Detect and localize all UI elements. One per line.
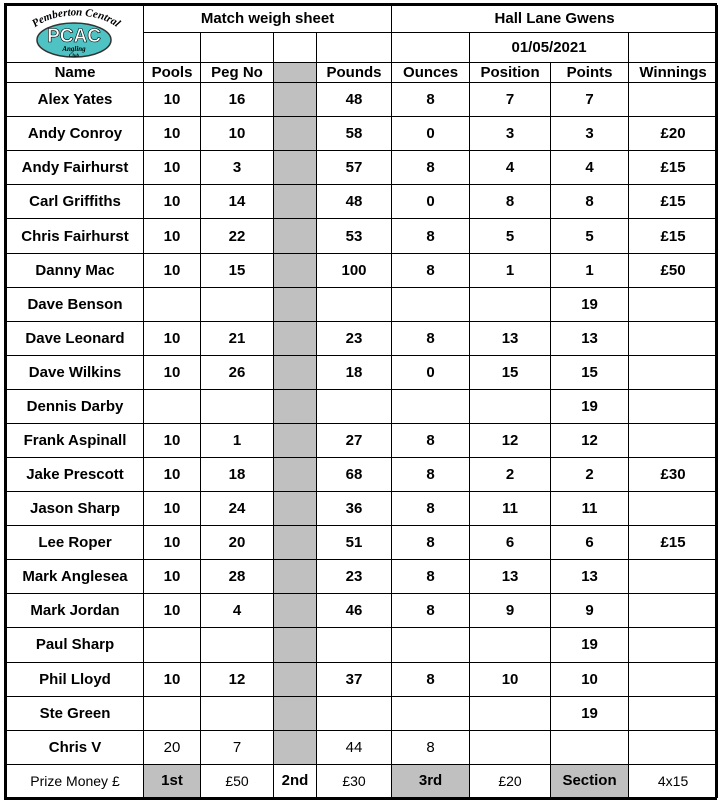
- points-cell: 13: [551, 560, 629, 594]
- angler-name: Ste Green: [7, 696, 144, 730]
- peg-cell: 24: [201, 492, 274, 526]
- pools-cell: 10: [144, 151, 201, 185]
- table-row: [7, 696, 718, 730]
- pounds-cell: 44: [317, 730, 392, 764]
- pools-cell: 10: [144, 423, 201, 457]
- first-prize-value: £50: [201, 764, 274, 797]
- position-cell: 1: [470, 253, 551, 287]
- second-prize-label: 2nd: [274, 764, 317, 797]
- logo-line1: Angling: [62, 45, 86, 54]
- position-cell: 15: [470, 355, 551, 389]
- position-cell: 7: [470, 83, 551, 117]
- angler-name: Andy Fairhurst: [7, 151, 144, 185]
- table-row: [7, 526, 718, 560]
- col-header-peg: Peg No: [201, 63, 274, 83]
- col-header-winnings: Winnings: [629, 63, 718, 83]
- angler-name: Jake Prescott: [7, 458, 144, 492]
- angler-name: Dave Leonard: [7, 321, 144, 355]
- angler-name: Paul Sharp: [7, 628, 144, 662]
- pounds-cell: [317, 287, 392, 321]
- position-cell: 12: [470, 423, 551, 457]
- pools-cell: 10: [144, 492, 201, 526]
- winnings-cell: [629, 355, 718, 389]
- points-cell: 19: [551, 287, 629, 321]
- points-cell: 11: [551, 492, 629, 526]
- ounces-cell: [392, 628, 470, 662]
- winnings-cell: [629, 321, 718, 355]
- winnings-cell: [629, 492, 718, 526]
- winnings-cell: £30: [629, 458, 718, 492]
- peg-cell: [201, 628, 274, 662]
- points-cell: 8: [551, 185, 629, 219]
- table-row: [7, 253, 718, 287]
- col-header-points: Points: [551, 63, 629, 83]
- gap-cell: [274, 219, 317, 253]
- ounces-cell: 0: [392, 117, 470, 151]
- angler-name: Mark Jordan: [7, 594, 144, 628]
- points-cell: 12: [551, 423, 629, 457]
- col-header-name: Name: [7, 63, 144, 83]
- logo-top-text: Pemberton Central: [29, 6, 123, 30]
- logo-line2: Club: [68, 54, 80, 60]
- pools-cell: 20: [144, 730, 201, 764]
- winnings-cell: [629, 730, 718, 764]
- gap-cell: [274, 492, 317, 526]
- angler-name: Phil Lloyd: [7, 662, 144, 696]
- table-row: [7, 662, 718, 696]
- pools-cell: 10: [144, 83, 201, 117]
- weigh-table: [6, 5, 718, 798]
- pools-cell: [144, 696, 201, 730]
- ounces-cell: 8: [392, 253, 470, 287]
- ounces-cell: [392, 389, 470, 423]
- peg-cell: 10: [201, 117, 274, 151]
- blank-cell: [629, 32, 718, 63]
- ounces-cell: 8: [392, 730, 470, 764]
- points-cell: 4: [551, 151, 629, 185]
- peg-cell: [201, 287, 274, 321]
- pools-cell: 10: [144, 185, 201, 219]
- gap-cell: [274, 423, 317, 457]
- angler-name: Alex Yates: [7, 83, 144, 117]
- section-prize-value: 4x15: [629, 764, 718, 797]
- points-cell: 10: [551, 662, 629, 696]
- ounces-cell: [392, 287, 470, 321]
- winnings-cell: [629, 560, 718, 594]
- weigh-sheet: [4, 3, 717, 800]
- pounds-cell: 53: [317, 219, 392, 253]
- gap-cell: [274, 560, 317, 594]
- table-row: [7, 423, 718, 457]
- peg-cell: 18: [201, 458, 274, 492]
- pools-cell: 10: [144, 117, 201, 151]
- peg-cell: 26: [201, 355, 274, 389]
- gap-cell: [274, 63, 317, 83]
- winnings-cell: £50: [629, 253, 718, 287]
- ounces-cell: 8: [392, 594, 470, 628]
- gap-cell: [274, 730, 317, 764]
- ounces-cell: 8: [392, 83, 470, 117]
- ounces-cell: 8: [392, 321, 470, 355]
- ounces-cell: 8: [392, 423, 470, 457]
- table-row: [7, 117, 718, 151]
- gap-cell: [274, 696, 317, 730]
- position-cell: [470, 730, 551, 764]
- angler-name: Dave Wilkins: [7, 355, 144, 389]
- table-row: [7, 151, 718, 185]
- table-row: [7, 355, 718, 389]
- position-cell: 2: [470, 458, 551, 492]
- pools-cell: [144, 287, 201, 321]
- gap-cell: [274, 117, 317, 151]
- pounds-cell: 23: [317, 560, 392, 594]
- logo-abbrev: PCAC: [47, 26, 101, 48]
- pools-cell: 10: [144, 253, 201, 287]
- gap-cell: [274, 253, 317, 287]
- winnings-cell: [629, 287, 718, 321]
- gap-cell: [274, 83, 317, 117]
- pools-cell: 10: [144, 458, 201, 492]
- peg-cell: 1: [201, 423, 274, 457]
- points-cell: 19: [551, 628, 629, 662]
- pounds-cell: 100: [317, 253, 392, 287]
- pools-cell: [144, 389, 201, 423]
- ounces-cell: 8: [392, 662, 470, 696]
- position-cell: 4: [470, 151, 551, 185]
- points-cell: 9: [551, 594, 629, 628]
- position-cell: [470, 696, 551, 730]
- ounces-cell: [392, 696, 470, 730]
- winnings-cell: [629, 83, 718, 117]
- col-header-position: Position: [470, 63, 551, 83]
- winnings-cell: £15: [629, 219, 718, 253]
- match-date: 01/05/2021: [470, 32, 629, 63]
- blank-cell: [274, 32, 317, 63]
- pools-cell: 10: [144, 355, 201, 389]
- winnings-cell: [629, 696, 718, 730]
- pounds-cell: 23: [317, 321, 392, 355]
- peg-cell: [201, 389, 274, 423]
- table-row: [7, 219, 718, 253]
- extra-row: [7, 730, 718, 764]
- peg-cell: 21: [201, 321, 274, 355]
- winnings-cell: [629, 628, 718, 662]
- angler-name: Andy Conroy: [7, 117, 144, 151]
- table-row: [7, 458, 718, 492]
- position-cell: [470, 287, 551, 321]
- position-cell: 10: [470, 662, 551, 696]
- points-cell: 7: [551, 83, 629, 117]
- gap-cell: [274, 628, 317, 662]
- section-prize-label: Section: [551, 764, 629, 797]
- pounds-cell: 37: [317, 662, 392, 696]
- ounces-cell: 0: [392, 355, 470, 389]
- points-cell: 2: [551, 458, 629, 492]
- gap-cell: [274, 321, 317, 355]
- gap-cell: [274, 594, 317, 628]
- gap-cell: [274, 662, 317, 696]
- peg-cell: 14: [201, 185, 274, 219]
- winnings-cell: [629, 423, 718, 457]
- first-prize-label: 1st: [144, 764, 201, 797]
- table-row: [7, 560, 718, 594]
- angler-name: Dennis Darby: [7, 389, 144, 423]
- pounds-cell: 18: [317, 355, 392, 389]
- col-header-ounces: Ounces: [392, 63, 470, 83]
- points-cell: 6: [551, 526, 629, 560]
- pools-cell: [144, 628, 201, 662]
- peg-cell: 12: [201, 662, 274, 696]
- pounds-cell: 36: [317, 492, 392, 526]
- peg-cell: 20: [201, 526, 274, 560]
- blank-cell: [317, 32, 392, 63]
- peg-cell: [201, 696, 274, 730]
- table-row: [7, 492, 718, 526]
- peg-cell: 16: [201, 83, 274, 117]
- angler-name: Frank Aspinall: [7, 423, 144, 457]
- gap-cell: [274, 151, 317, 185]
- second-prize-value: £30: [317, 764, 392, 797]
- gap-cell: [274, 287, 317, 321]
- prize-money-row: [7, 764, 718, 797]
- pools-cell: 10: [144, 219, 201, 253]
- table-row: [7, 83, 718, 117]
- points-cell: 19: [551, 696, 629, 730]
- points-cell: 15: [551, 355, 629, 389]
- pools-cell: 10: [144, 560, 201, 594]
- blank-cell: [201, 32, 274, 63]
- position-cell: [470, 389, 551, 423]
- venue-name: Hall Lane Gwens: [392, 6, 718, 33]
- position-cell: 5: [470, 219, 551, 253]
- table-row: [7, 287, 718, 321]
- pounds-cell: 58: [317, 117, 392, 151]
- angler-name: Chris V: [7, 730, 144, 764]
- third-prize-value: £20: [470, 764, 551, 797]
- points-cell: 13: [551, 321, 629, 355]
- winnings-cell: £15: [629, 151, 718, 185]
- ounces-cell: 8: [392, 458, 470, 492]
- peg-cell: 4: [201, 594, 274, 628]
- pools-cell: 10: [144, 321, 201, 355]
- pounds-cell: [317, 696, 392, 730]
- position-cell: 6: [470, 526, 551, 560]
- position-cell: 8: [470, 185, 551, 219]
- ounces-cell: 8: [392, 526, 470, 560]
- peg-cell: 7: [201, 730, 274, 764]
- pounds-cell: [317, 628, 392, 662]
- position-cell: 11: [470, 492, 551, 526]
- pounds-cell: 46: [317, 594, 392, 628]
- points-cell: 19: [551, 389, 629, 423]
- gap-cell: [274, 526, 317, 560]
- pounds-cell: 51: [317, 526, 392, 560]
- points-cell: 5: [551, 219, 629, 253]
- winnings-cell: [629, 594, 718, 628]
- pools-cell: 10: [144, 662, 201, 696]
- third-prize-label: 3rd: [392, 764, 470, 797]
- winnings-cell: £20: [629, 117, 718, 151]
- pounds-cell: [317, 389, 392, 423]
- peg-cell: 3: [201, 151, 274, 185]
- winnings-cell: £15: [629, 526, 718, 560]
- table-row: [7, 321, 718, 355]
- ounces-cell: 8: [392, 151, 470, 185]
- pools-cell: 10: [144, 594, 201, 628]
- gap-cell: [274, 389, 317, 423]
- points-cell: 1: [551, 253, 629, 287]
- table-row: [7, 594, 718, 628]
- ounces-cell: 8: [392, 492, 470, 526]
- sheet-title: Match weigh sheet: [144, 6, 392, 33]
- angler-name: Jason Sharp: [7, 492, 144, 526]
- pools-cell: 10: [144, 526, 201, 560]
- angler-name: Mark Anglesea: [7, 560, 144, 594]
- prize-money-label: Prize Money £: [7, 764, 144, 797]
- position-cell: [470, 628, 551, 662]
- peg-cell: 15: [201, 253, 274, 287]
- position-cell: 13: [470, 321, 551, 355]
- ounces-cell: 8: [392, 219, 470, 253]
- table-row: [7, 185, 718, 219]
- gap-cell: [274, 355, 317, 389]
- blank-cell: [144, 32, 201, 63]
- pounds-cell: 48: [317, 83, 392, 117]
- club-logo-badge: [7, 6, 144, 62]
- peg-cell: 22: [201, 219, 274, 253]
- gap-cell: [274, 185, 317, 219]
- winnings-cell: [629, 662, 718, 696]
- angler-name: Carl Griffiths: [7, 185, 144, 219]
- position-cell: 13: [470, 560, 551, 594]
- points-cell: 3: [551, 117, 629, 151]
- points-cell: [551, 730, 629, 764]
- col-header-pools: Pools: [144, 63, 201, 83]
- position-cell: 9: [470, 594, 551, 628]
- club-logo: [7, 6, 144, 63]
- angler-name: Dave Benson: [7, 287, 144, 321]
- pounds-cell: 68: [317, 458, 392, 492]
- winnings-cell: £15: [629, 185, 718, 219]
- angler-name: Lee Roper: [7, 526, 144, 560]
- pounds-cell: 57: [317, 151, 392, 185]
- gap-cell: [274, 458, 317, 492]
- ounces-cell: 8: [392, 560, 470, 594]
- angler-name: Chris Fairhurst: [7, 219, 144, 253]
- position-cell: 3: [470, 117, 551, 151]
- pounds-cell: 27: [317, 423, 392, 457]
- blank-cell: [392, 32, 470, 63]
- ounces-cell: 0: [392, 185, 470, 219]
- pounds-cell: 48: [317, 185, 392, 219]
- angler-name: Danny Mac: [7, 253, 144, 287]
- table-row: [7, 628, 718, 662]
- col-header-pounds: Pounds: [317, 63, 392, 83]
- winnings-cell: [629, 389, 718, 423]
- table-row: [7, 389, 718, 423]
- peg-cell: 28: [201, 560, 274, 594]
